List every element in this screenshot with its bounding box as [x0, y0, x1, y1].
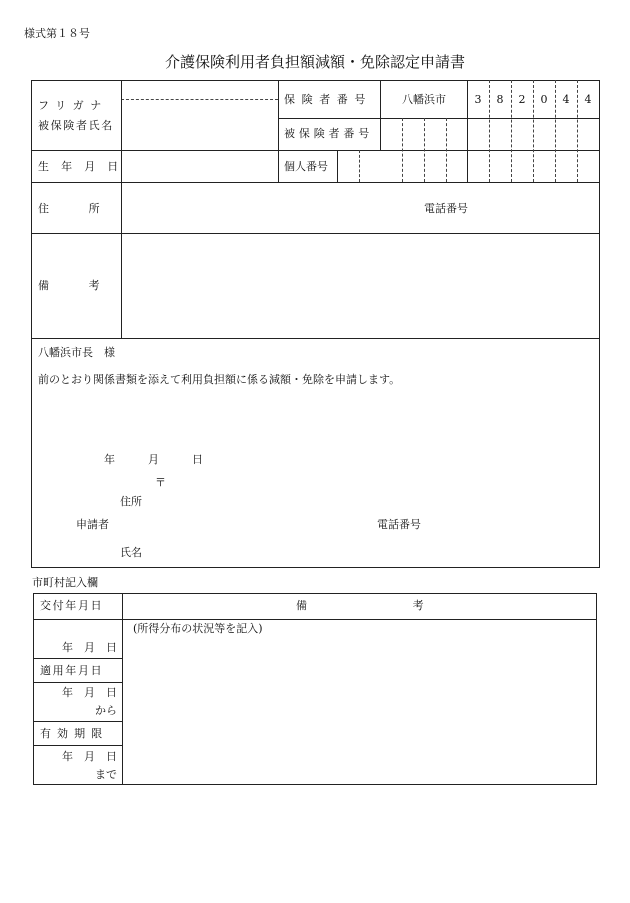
furigana-label: フリガナ: [38, 99, 108, 112]
application-form-table: [31, 80, 600, 568]
insurer-digit-4: 0: [540, 93, 548, 106]
date-month: 月: [148, 453, 159, 466]
municipal-heading: 市町村記入欄: [32, 576, 98, 589]
date-day: 日: [192, 453, 203, 466]
birthdate-label: 生年月日: [38, 160, 131, 173]
insurer-digit-1: 3: [474, 93, 482, 106]
validity-ymd: 年 月 日: [62, 750, 117, 763]
insurer-city: 八幡浜市: [402, 93, 446, 106]
phone-label-top: 電話番号: [424, 202, 468, 215]
personal-number-label: 個人番号: [284, 160, 328, 173]
applicant-address-label: 住所: [120, 495, 142, 508]
insured-name-label: 被保険者氏名: [38, 119, 114, 132]
insurer-number-label: 保険者番号: [284, 93, 372, 106]
applicant-phone-label: 電話番号: [377, 518, 421, 531]
validity-label: 有効期限: [40, 727, 109, 740]
address-label: 住所: [38, 202, 140, 215]
addressee: 八幡浜市長 様: [38, 346, 115, 359]
remarks-note: (所得分布の状況等を記入): [133, 622, 263, 635]
application-statement: 前のとおり関係書類を添えて利用負担額に係る減額・免除を申請します。: [38, 373, 401, 386]
apply-from: から: [95, 704, 117, 717]
validity-until: まで: [95, 768, 117, 781]
insurer-digit-3: 2: [518, 93, 526, 106]
insurer-digit-5: 4: [562, 93, 570, 106]
apply-date-ymd: 年 月 日: [62, 686, 117, 699]
form-number: 様式第１８号: [24, 27, 90, 40]
remarks-label: 備考: [38, 279, 140, 292]
issue-date-label: 交付年月日: [40, 599, 104, 612]
apply-date-label: 適用年月日: [40, 664, 104, 677]
applicant-label: 申請者: [76, 518, 109, 531]
applicant-name-label: 氏名: [120, 546, 142, 559]
remarks-header: 備考: [296, 599, 530, 612]
insured-number-label: 被保険者番号: [284, 127, 374, 140]
insurer-digit-2: 8: [496, 93, 504, 106]
issue-date-ymd: 年 月 日: [62, 641, 117, 654]
postal-mark: 〒: [155, 476, 166, 489]
insurer-digit-6: 4: [584, 93, 592, 106]
date-year: 年: [104, 453, 115, 466]
municipal-table: [33, 593, 597, 785]
page-title: 介護保険利用者負担額減額・免除認定申請書: [164, 53, 465, 71]
